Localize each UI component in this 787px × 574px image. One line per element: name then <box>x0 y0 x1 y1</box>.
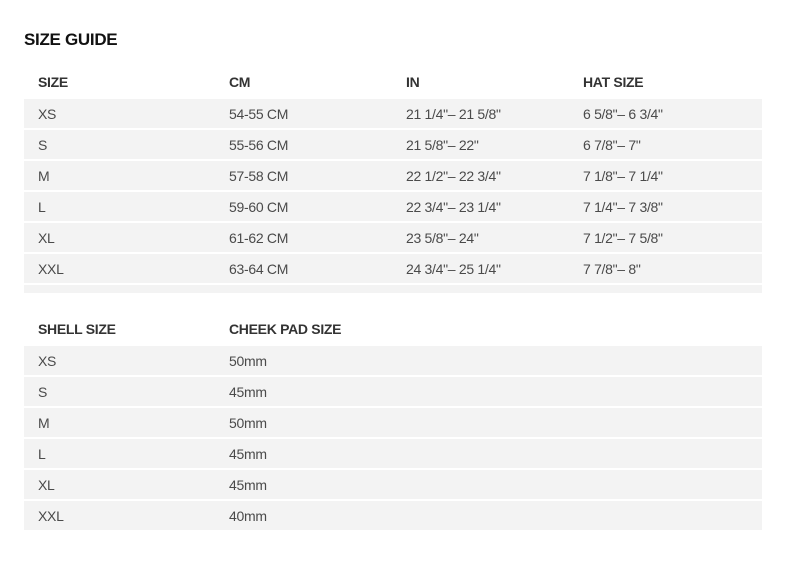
table-row <box>24 346 762 377</box>
table-row <box>24 192 762 223</box>
table-header-row <box>24 313 762 346</box>
table-row <box>24 501 762 532</box>
table-row <box>24 254 762 285</box>
cm-cell: 61-62 CM <box>229 229 289 246</box>
table-row <box>24 439 762 470</box>
shell-size-cell: S <box>38 383 48 400</box>
table-row <box>24 377 762 408</box>
header-cm: CM <box>229 73 251 90</box>
cheek-pad-cell: 50mm <box>229 352 267 369</box>
cm-cell: 63-64 CM <box>229 260 289 277</box>
hat-size-cell: 7 1/8"– 7 1/4" <box>583 167 663 184</box>
header-size: SIZE <box>38 73 68 90</box>
table-row <box>24 161 762 192</box>
cheek-pad-cell: 50mm <box>229 414 267 431</box>
table-header-row <box>24 66 762 99</box>
size-cell: M <box>38 167 50 184</box>
shell-size-cell: L <box>38 445 46 462</box>
table-row <box>24 99 762 130</box>
table-row <box>24 223 762 254</box>
table-empty-row <box>24 285 762 293</box>
hat-size-cell: 7 1/4"– 7 3/8" <box>583 198 663 215</box>
header-in: IN <box>406 73 420 90</box>
cheek-pad-cell: 45mm <box>229 445 267 462</box>
size-cell: XXL <box>38 260 64 277</box>
size-table <box>24 66 762 293</box>
hat-size-cell: 7 1/2"– 7 5/8" <box>583 229 663 246</box>
hat-size-cell: 7 7/8"– 8" <box>583 260 641 277</box>
shell-size-cell: XXL <box>38 507 64 524</box>
shell-size-cell: XS <box>38 352 57 369</box>
in-cell: 21 1/4"– 21 5/8" <box>406 105 501 122</box>
cm-cell: 59-60 CM <box>229 198 289 215</box>
in-cell: 22 3/4"– 23 1/4" <box>406 198 501 215</box>
cm-cell: 55-56 CM <box>229 136 289 153</box>
size-cell: L <box>38 198 46 215</box>
header-cheek-pad-size: CHEEK PAD SIZE <box>229 320 342 337</box>
table-row <box>24 130 762 161</box>
cm-cell: 54-55 CM <box>229 105 289 122</box>
page-title: SIZE GUIDE <box>24 30 118 49</box>
cheek-pad-cell: 45mm <box>229 476 267 493</box>
table-row <box>24 470 762 501</box>
cheek-pad-cell: 40mm <box>229 507 267 524</box>
hat-size-cell: 6 5/8"– 6 3/4" <box>583 105 663 122</box>
header-hat-size: HAT SIZE <box>583 73 644 90</box>
hat-size-cell: 6 7/8"– 7" <box>583 136 641 153</box>
shell-table <box>24 313 762 532</box>
in-cell: 21 5/8"– 22" <box>406 136 479 153</box>
shell-size-cell: M <box>38 414 50 431</box>
cheek-pad-cell: 45mm <box>229 383 267 400</box>
size-cell: S <box>38 136 48 153</box>
size-cell: XS <box>38 105 57 122</box>
in-cell: 22 1/2"– 22 3/4" <box>406 167 501 184</box>
in-cell: 23 5/8"– 24" <box>406 229 479 246</box>
header-shell-size: SHELL SIZE <box>38 320 116 337</box>
shell-size-cell: XL <box>38 476 55 493</box>
table-row <box>24 408 762 439</box>
size-cell: XL <box>38 229 55 246</box>
in-cell: 24 3/4"– 25 1/4" <box>406 260 501 277</box>
cm-cell: 57-58 CM <box>229 167 289 184</box>
